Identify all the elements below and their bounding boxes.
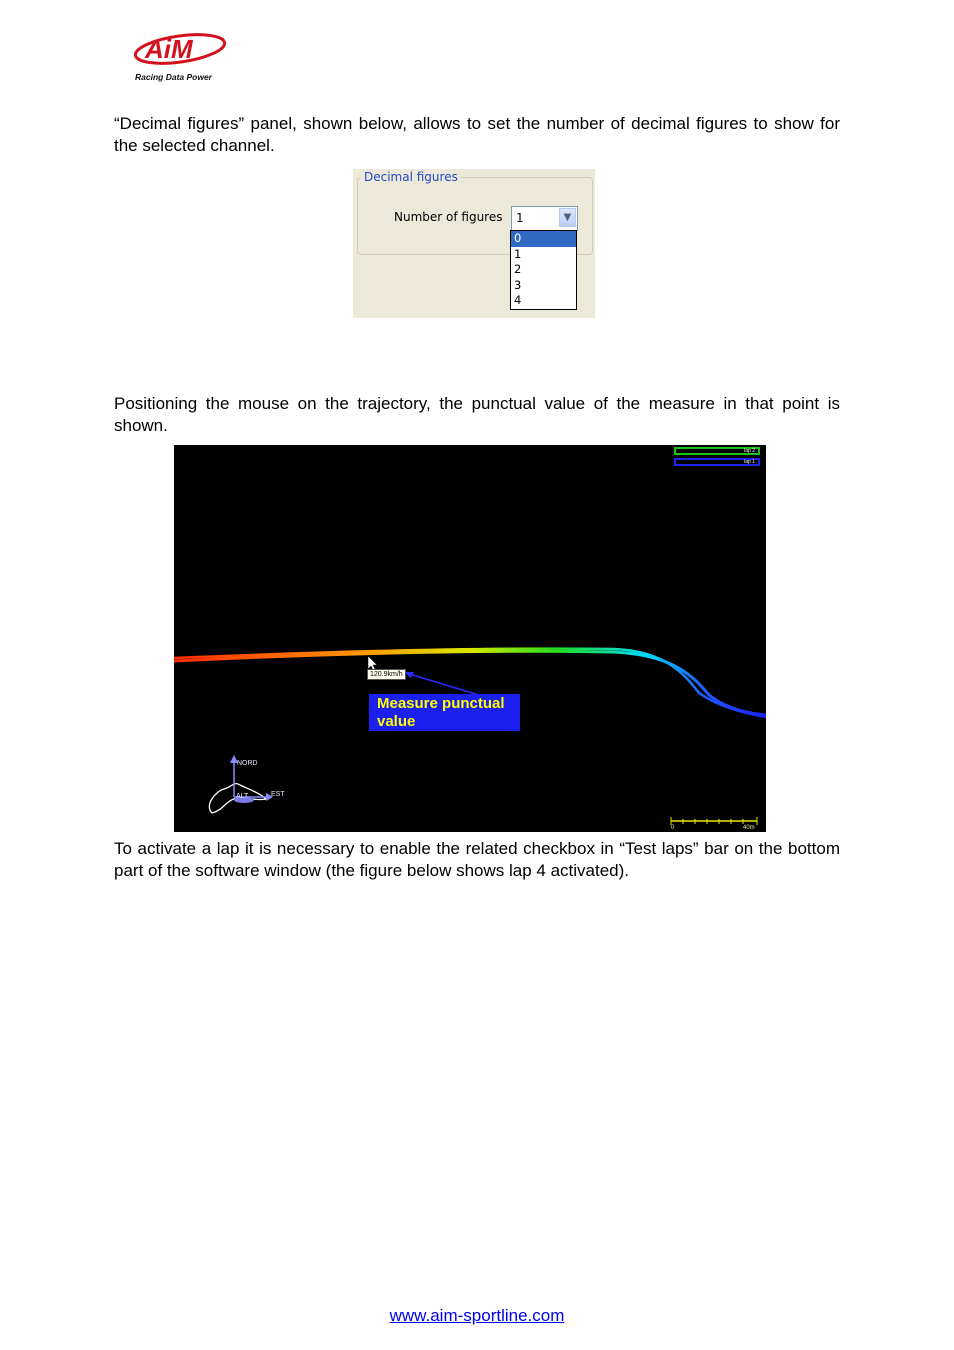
measure-tooltip: 120.9km/h [367,669,406,680]
east-label: EST [271,791,285,798]
measure-callout: Measure punctual value [369,694,520,731]
number-of-figures-label: Number of figures [394,210,503,224]
scale-end-label: 40m [743,825,755,831]
decimal-figures-panel [353,169,595,318]
figures-dropdown-list[interactable] [510,230,577,310]
aim-logo [133,30,228,86]
dropdown-option[interactable]: 4 [514,293,522,308]
dropdown-option[interactable]: 1 [514,246,522,261]
callout-arrow [406,673,479,695]
group-title: Decimal figures [361,170,461,184]
trajectory-canvas [174,445,766,832]
scale-start-label: 0 [671,825,675,831]
aim-logo-mark [133,30,228,74]
alt-label: ALT [236,793,249,800]
lap-1-legend[interactable]: lap 1 [674,458,760,466]
paragraph-positioning: Positioning the mouse on the trajectory, the punctual value of the measure in that point is shown. [114,394,840,435]
combobox-value: 1 [516,211,524,225]
dropdown-option[interactable]: 0 [511,231,576,247]
svg-text:AiM: AiM [145,34,193,64]
footer-website-link[interactable]: www.aim-sportline.com [389,1306,565,1325]
paragraph-activate-lap: To activate a lap it is necessary to enable the related checkbox in “Test laps” bar on the bottom part of the software window (the figure below shows lap 4 activated). [114,839,840,880]
dropdown-option[interactable]: 3 [514,277,522,292]
dropdown-option[interactable]: 2 [514,262,522,277]
paragraph-decimal-figures: “Decimal figures” panel, shown below, allows to set the number of decimal figures to show for the selected channel. [114,114,840,155]
number-of-figures-combobox[interactable] [511,206,578,231]
north-label: NORD [237,760,258,767]
logo-tagline: Racing Data Power [135,72,212,82]
chevron-down-icon[interactable]: ▼ [559,208,576,227]
lap-2-legend[interactable]: lap 2 [674,447,760,455]
trajectory-view[interactable] [174,445,766,832]
